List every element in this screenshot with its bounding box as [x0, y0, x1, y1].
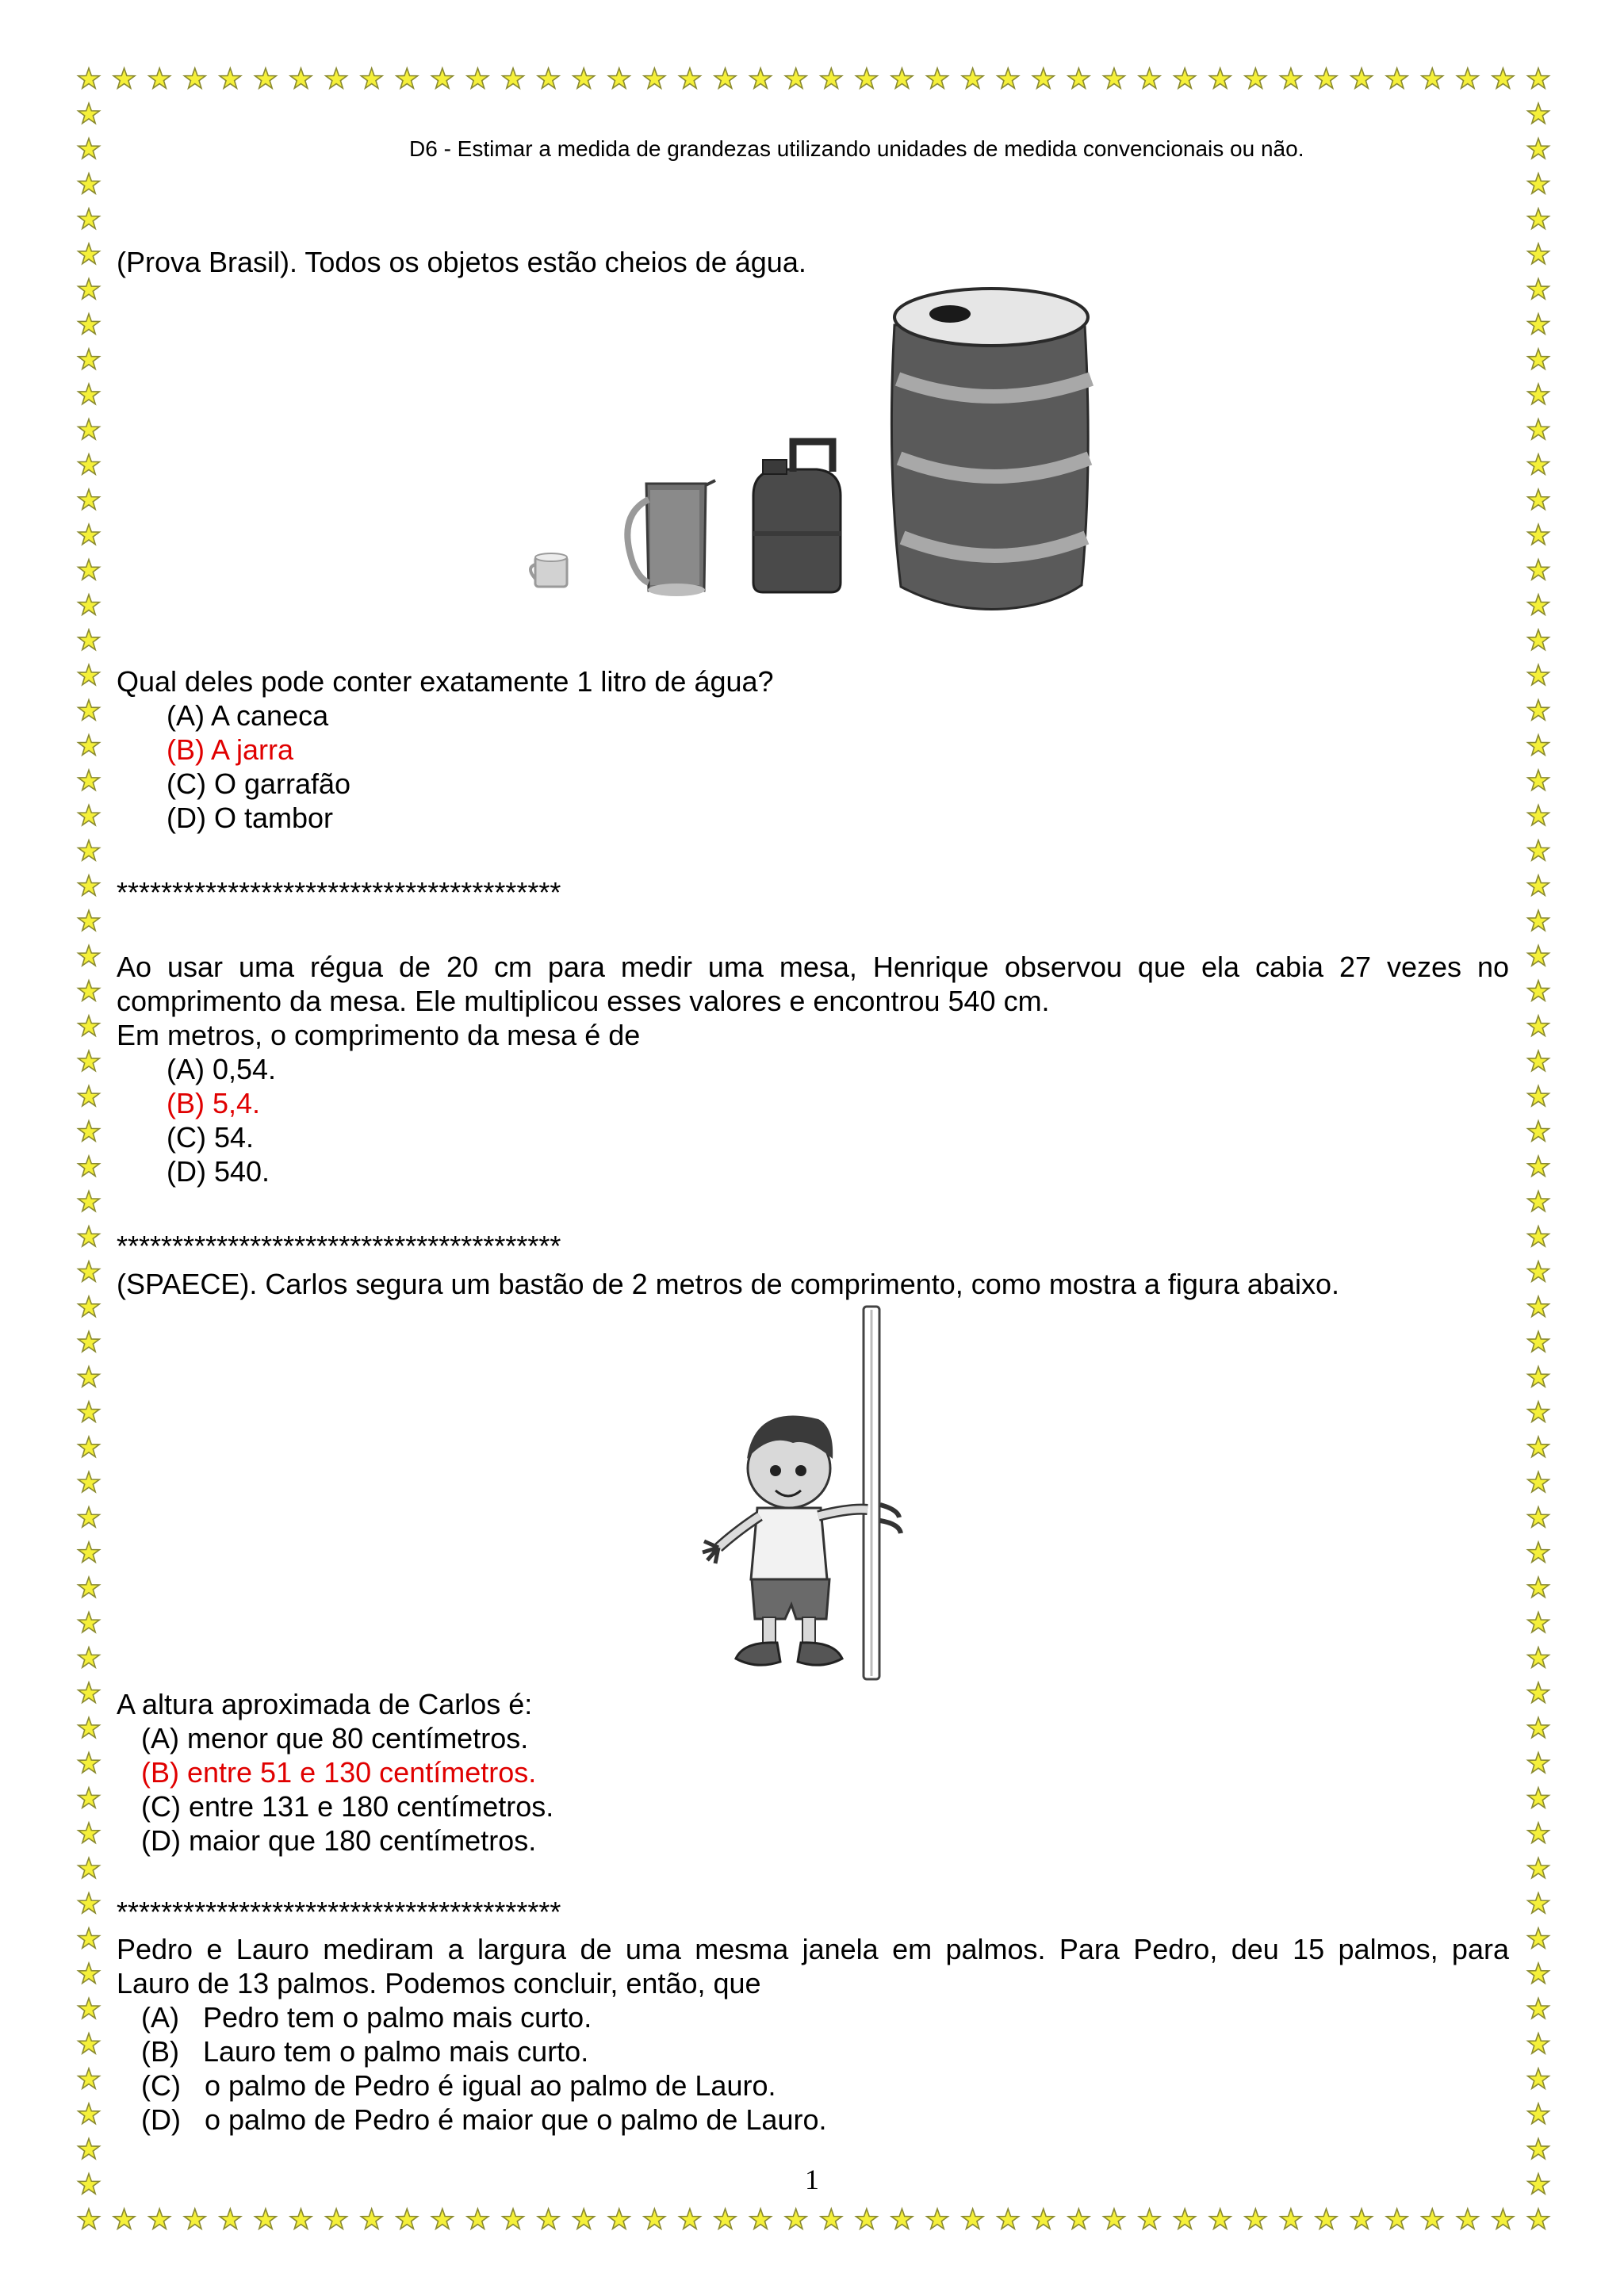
border-star-icon: [998, 2209, 1019, 2229]
border-star-icon: [1386, 2209, 1408, 2229]
q2-line-1: Ao usar uma régua de 20 cm para medir uma mesa, Henrique observou que ela cabia 27 vezes no: [117, 951, 1509, 983]
separator-3: ****************************************: [117, 1896, 561, 1928]
q1-intro: (Prova Brasil). Todos os objetos estão cheios de água.: [117, 246, 806, 278]
border-star-icon: [79, 1788, 100, 1808]
q1-option-c: (C) O garrafão: [167, 767, 351, 800]
barrel-icon: [891, 289, 1091, 609]
q3-option-a: (A) menor que 80 centímetros.: [141, 1722, 529, 1755]
border-star-icon: [927, 2209, 948, 2229]
border-star-icon: [503, 2209, 524, 2229]
border-star-icon: [1528, 2209, 1549, 2229]
border-star-icon: [79, 1823, 100, 1843]
border-star-icon: [1528, 1156, 1549, 1176]
border-star-icon: [1528, 2103, 1549, 2123]
border-star-icon: [1528, 1016, 1549, 1035]
border-star-icon: [927, 68, 948, 88]
border-star-icon: [79, 209, 100, 228]
border-star-icon: [113, 68, 135, 88]
border-star-icon: [79, 103, 100, 123]
border-star-icon: [1316, 2209, 1337, 2229]
border-star-icon: [79, 2174, 100, 2194]
border-star-icon: [361, 2209, 382, 2229]
border-star-icon: [538, 2209, 559, 2229]
border-star-icon: [79, 454, 100, 474]
q3-intro: (SPAECE). Carlos segura um bastão de 2 metros de comprimento, como mostra a figura abaixo.: [117, 1268, 1340, 1300]
border-star-icon: [113, 2209, 135, 2229]
border-star-icon: [79, 910, 100, 930]
border-star-icon: [1209, 2209, 1231, 2229]
border-star-icon: [644, 2209, 665, 2229]
border-star-icon: [326, 2209, 347, 2229]
border-star-icon: [1528, 1893, 1549, 1913]
border-star-icon: [184, 2209, 205, 2229]
border-star-icon: [1528, 243, 1549, 263]
border-star-icon: [1528, 629, 1549, 649]
border-star-icon: [680, 2209, 701, 2229]
border-star-icon: [149, 2209, 170, 2229]
q2-line-2: comprimento da mesa. Ele multiplicou esses valores e encontrou 540 cm.: [117, 985, 1050, 1017]
q3-option-c: (C) entre 131 e 180 centímetros.: [141, 1790, 554, 1823]
q1-question: Qual deles pode conter exatamente 1 litro de água?: [117, 665, 774, 698]
border-star-icon: [1528, 103, 1549, 123]
border-star-icon: [79, 1016, 100, 1035]
border-star-icon: [1281, 2209, 1302, 2229]
border-star-icon: [1528, 1542, 1549, 1562]
border-star-icon: [79, 1050, 100, 1070]
border-star-icon: [79, 1717, 100, 1737]
border-star-icon: [79, 595, 100, 614]
border-star-icon: [79, 2138, 100, 2158]
border-star-icon: [79, 1963, 100, 1983]
border-star-icon: [79, 279, 100, 299]
q3-question: A altura aproximada de Carlos é:: [117, 1688, 533, 1720]
border-star-icon: [1528, 560, 1549, 580]
border-star-icon: [1068, 68, 1090, 88]
border-star-icon: [1492, 2209, 1514, 2229]
border-star-icon: [79, 1542, 100, 1562]
q1-option-b-correct: (B) A jarra: [167, 733, 294, 766]
border-star-icon: [79, 1753, 100, 1773]
q4-line-2: Lauro de 13 palmos. Podemos concluir, então, que: [117, 1967, 761, 1999]
border-star-icon: [149, 68, 170, 88]
page-header: D6 - Estimar a medida de grandezas utilizando unidades de medida convencionais ou não.: [409, 136, 1304, 161]
border-star-icon: [1139, 2209, 1160, 2229]
border-star-icon: [1528, 595, 1549, 614]
border-star-icon: [467, 2209, 488, 2229]
border-star-icon: [1528, 1753, 1549, 1773]
border-star-icon: [79, 1613, 100, 1632]
border-star-icon: [79, 2103, 100, 2123]
border-star-icon: [573, 68, 595, 88]
border-star-icon: [785, 68, 806, 88]
border-star-icon: [79, 1086, 100, 1106]
border-star-icon: [79, 1928, 100, 1948]
border-star-icon: [1528, 910, 1549, 930]
border-star-icon: [1528, 1331, 1549, 1351]
border-star-icon: [255, 2209, 277, 2229]
border-star-icon: [1528, 2034, 1549, 2053]
border-star-icon: [1528, 2068, 1549, 2088]
q1-option-a: (A) A caneca: [167, 699, 329, 732]
border-star-icon: [290, 2209, 312, 2229]
border-star-icon: [1528, 840, 1549, 860]
border-star-icon: [184, 68, 205, 88]
border-star-icon: [1104, 2209, 1125, 2229]
border-star-icon: [1528, 1086, 1549, 1106]
border-star-icon: [1528, 946, 1549, 966]
border-star-icon: [79, 384, 100, 404]
border-star-icon: [1528, 981, 1549, 1001]
border-star-icon: [79, 560, 100, 580]
q4-option-d: (D) o palmo de Pedro é maior que o palmo de Lauro.: [141, 2103, 827, 2136]
border-star-icon: [750, 2209, 772, 2229]
border-star-icon: [1209, 68, 1231, 88]
border-star-icon: [79, 1437, 100, 1456]
border-star-icon: [79, 243, 100, 263]
border-star-icon: [79, 1471, 100, 1491]
border-star-icon: [1528, 1717, 1549, 1737]
border-star-icon: [750, 68, 772, 88]
border-star-icon: [79, 174, 100, 193]
border-star-icon: [79, 524, 100, 544]
border-star-icon: [1528, 875, 1549, 895]
border-star-icon: [79, 700, 100, 720]
border-star-icon: [79, 735, 100, 755]
border-star-icon: [79, 489, 100, 509]
border-star-icon: [432, 68, 454, 88]
border-star-icon: [79, 1647, 100, 1667]
q1-option-d: (D) O tambor: [167, 802, 334, 834]
border-star-icon: [220, 2209, 241, 2229]
q4-option-a: (A) Pedro tem o palmo mais curto.: [141, 2001, 592, 2034]
page-number: 1: [805, 2164, 819, 2195]
border-star-icon: [79, 1998, 100, 2018]
border-star-icon: [79, 1296, 100, 1316]
border-star-icon: [1245, 2209, 1266, 2229]
border-star-icon: [1528, 1788, 1549, 1808]
q2-option-c: (C) 54.: [167, 1121, 255, 1154]
border-star-icon: [1528, 279, 1549, 299]
border-star-icon: [1528, 1367, 1549, 1387]
border-star-icon: [1528, 489, 1549, 509]
border-star-icon: [608, 2209, 630, 2229]
border-star-icon: [1351, 68, 1373, 88]
border-star-icon: [1528, 384, 1549, 404]
border-star-icon: [79, 2068, 100, 2088]
border-star-icon: [1528, 1191, 1549, 1211]
border-star-icon: [1033, 2209, 1055, 2229]
border-star-icon: [1068, 2209, 1090, 2229]
border-star-icon: [1528, 1963, 1549, 1983]
border-star-icon: [1528, 1402, 1549, 1422]
water-jug-icon: [753, 442, 841, 592]
border-star-icon: [1528, 209, 1549, 228]
border-star-icon: [79, 1507, 100, 1527]
border-star-icon: [503, 68, 524, 88]
border-star-icon: [1174, 68, 1196, 88]
separator-1: ****************************************: [117, 876, 561, 909]
border-star-icon: [1528, 1928, 1549, 1948]
border-star-icon: [1528, 2174, 1549, 2194]
boy-with-stick-illustration: [690, 1300, 920, 1681]
border-star-icon: [1104, 68, 1125, 88]
border-star-icon: [891, 68, 913, 88]
border-star-icon: [79, 1402, 100, 1422]
border-star-icon: [79, 664, 100, 684]
border-star-icon: [1492, 68, 1514, 88]
jug-icon: [627, 480, 715, 596]
border-star-icon: [79, 349, 100, 369]
border-star-icon: [79, 1682, 100, 1702]
border-star-icon: [79, 629, 100, 649]
border-star-icon: [1281, 68, 1302, 88]
q4-line-1: Pedro e Lauro mediram a largura de uma mesma janela em palmos. Para Pedro, deu 15 palmos, para: [117, 1933, 1509, 1965]
border-star-icon: [1528, 1682, 1549, 1702]
border-star-icon: [1386, 68, 1408, 88]
border-star-icon: [1528, 1471, 1549, 1491]
border-star-icon: [1033, 68, 1055, 88]
border-star-icon: [1528, 1296, 1549, 1316]
border-star-icon: [255, 68, 277, 88]
border-star-icon: [1528, 454, 1549, 474]
border-star-icon: [79, 1893, 100, 1913]
border-star-icon: [714, 68, 736, 88]
border-star-icon: [326, 68, 347, 88]
border-star-icon: [1457, 2209, 1479, 2229]
border-star-icon: [1422, 68, 1443, 88]
border-star-icon: [361, 68, 382, 88]
border-star-icon: [1528, 1613, 1549, 1632]
border-star-icon: [1316, 68, 1337, 88]
border-star-icon: [79, 1577, 100, 1597]
border-star-icon: [1528, 349, 1549, 369]
border-star-icon: [573, 2209, 595, 2229]
border-star-icon: [1528, 1577, 1549, 1597]
border-star-icon: [79, 314, 100, 334]
border-star-icon: [79, 1226, 100, 1246]
border-star-icon: [220, 68, 241, 88]
border-star-icon: [1528, 2138, 1549, 2158]
border-star-icon: [1528, 770, 1549, 790]
border-star-icon: [79, 2209, 100, 2229]
border-star-icon: [79, 1191, 100, 1211]
border-star-icon: [79, 840, 100, 860]
border-star-icon: [396, 2209, 418, 2229]
border-star-icon: [1528, 1050, 1549, 1070]
q4-option-c: (C) o palmo de Pedro é igual ao palmo de Lauro.: [141, 2069, 776, 2102]
border-star-icon: [79, 1156, 100, 1176]
border-star-icon: [1528, 314, 1549, 334]
border-star-icon: [1139, 68, 1160, 88]
border-star-icon: [962, 68, 983, 88]
border-star-icon: [1528, 700, 1549, 720]
border-star-icon: [962, 2209, 983, 2229]
border-star-icon: [1528, 664, 1549, 684]
border-star-icon: [1528, 1507, 1549, 1527]
border-star-icon: [1422, 2209, 1443, 2229]
border-star-icon: [680, 68, 701, 88]
border-star-icon: [79, 946, 100, 966]
border-star-icon: [1528, 68, 1549, 88]
border-star-icon: [714, 2209, 736, 2229]
border-star-icon: [79, 2034, 100, 2053]
separator-2: ****************************************: [117, 1230, 561, 1262]
border-star-icon: [79, 139, 100, 159]
mug-icon: [530, 553, 567, 587]
border-star-icon: [79, 1858, 100, 1877]
border-star-icon: [1528, 1998, 1549, 2018]
border-star-icon: [998, 68, 1019, 88]
border-star-icon: [538, 68, 559, 88]
border-star-icon: [1528, 735, 1549, 755]
q3-option-b-correct: (B) entre 51 e 130 centímetros.: [141, 1756, 537, 1789]
border-star-icon: [79, 68, 100, 88]
q4-option-b: (B) Lauro tem o palmo mais curto.: [141, 2035, 589, 2068]
border-star-icon: [1528, 139, 1549, 159]
border-star-icon: [644, 68, 665, 88]
q2-option-a: (A) 0,54.: [167, 1053, 277, 1085]
border-star-icon: [1245, 68, 1266, 88]
border-star-icon: [79, 981, 100, 1001]
border-star-icon: [79, 1331, 100, 1351]
border-star-icon: [1457, 68, 1479, 88]
border-star-icon: [79, 875, 100, 895]
border-star-icon: [79, 419, 100, 439]
border-star-icon: [1528, 419, 1549, 439]
border-star-icon: [1174, 2209, 1196, 2229]
border-star-icon: [1528, 1121, 1549, 1141]
border-star-icon: [79, 1121, 100, 1141]
q2-option-b-correct: (B) 5,4.: [167, 1087, 261, 1119]
border-star-icon: [79, 1367, 100, 1387]
border-star-icon: [1528, 524, 1549, 544]
border-star-icon: [1528, 174, 1549, 193]
border-star-icon: [1528, 806, 1549, 825]
border-star-icon: [821, 68, 842, 88]
border-star-icon: [608, 68, 630, 88]
containers-illustration: [515, 270, 1102, 618]
border-star-icon: [467, 68, 488, 88]
border-star-icon: [785, 2209, 806, 2229]
border-star-icon: [1528, 1226, 1549, 1246]
border-star-icon: [396, 68, 418, 88]
border-star-icon: [1528, 1823, 1549, 1843]
border-star-icon: [856, 2209, 878, 2229]
border-star-icon: [79, 806, 100, 825]
border-star-icon: [79, 770, 100, 790]
border-star-icon: [891, 2209, 913, 2229]
stick-icon: [864, 1307, 879, 1679]
border-star-icon: [1528, 1261, 1549, 1281]
border-star-icon: [290, 68, 312, 88]
border-star-icon: [1528, 1858, 1549, 1877]
border-star-icon: [1528, 1437, 1549, 1456]
border-star-icon: [79, 1261, 100, 1281]
border-star-icon: [821, 2209, 842, 2229]
q3-option-d: (D) maior que 180 centímetros.: [141, 1824, 537, 1857]
q2-option-d: (D) 540.: [167, 1155, 270, 1188]
border-star-icon: [432, 2209, 454, 2229]
q2-line-3: Em metros, o comprimento da mesa é de: [117, 1019, 641, 1051]
border-star-icon: [1528, 1647, 1549, 1667]
border-star-icon: [1351, 2209, 1373, 2229]
border-star-icon: [856, 68, 878, 88]
